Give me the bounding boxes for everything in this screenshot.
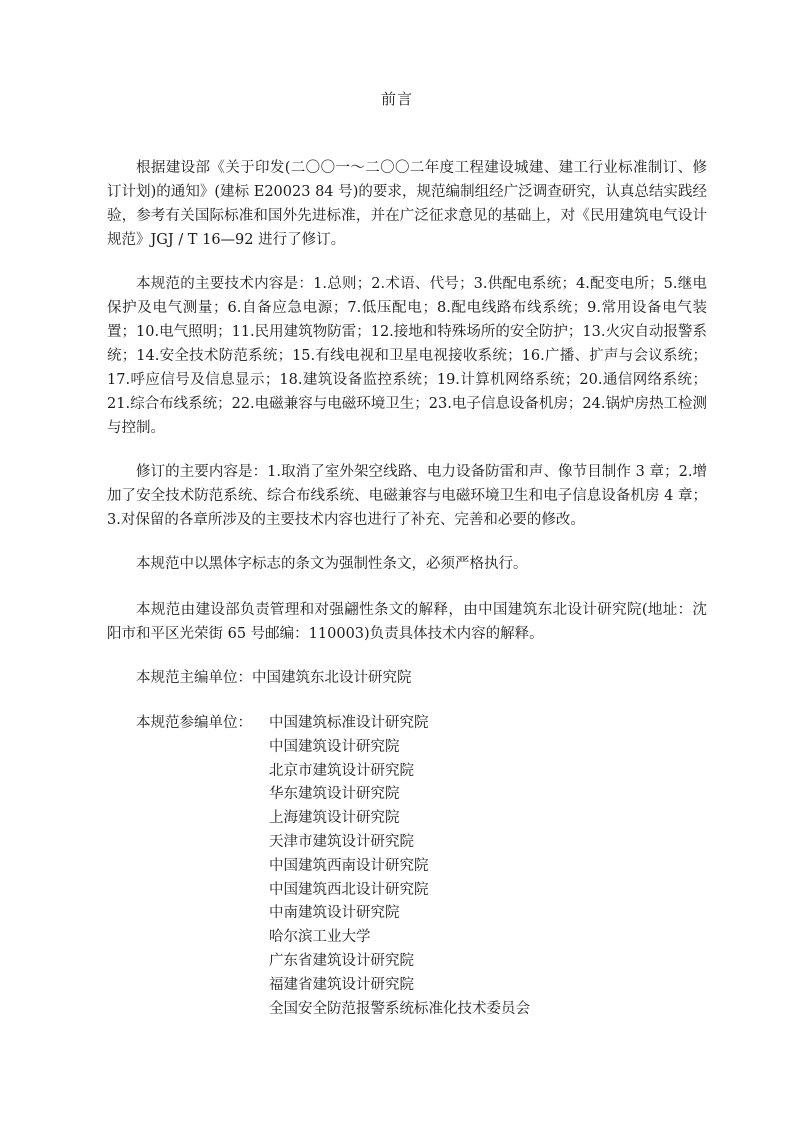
page-title: 前言 bbox=[380, 90, 413, 108]
paragraph-mandatory-clauses: 本规范中以黑体字标志的条文为强制性条文，必须严格执行。 bbox=[136, 556, 528, 572]
participant-item: 全国安全防范报警系统标准化技术委员会 bbox=[269, 1000, 530, 1017]
paragraph-revisions: 修订的主要内容是：1.取消了室外架空线路、电力设备防雷和声、像节目制作 3 章；2.增加了安全技术防范系统、综合布线系统、电磁兼容与电磁环境卫生和电子信息设备机房 4 章；3.对保留的各章所涉及的主要技术内容也进行了补充、完善和必要的修改。 bbox=[107, 464, 707, 528]
participants-label: 本规范参编单位： bbox=[136, 715, 252, 731]
paragraph-background: 根据建设部《关于印发(二〇〇一～二〇〇二年度工程建设城建、建工行业标准制订、修订计划)的通知》(建标 E20023 84 号)的要求，规范编制组经广泛调查研究，认真总结实践经验，参考有关国际标准和国外先进标准，并在广泛征求意见的基础上，对《民用建筑电气设计规范》JGJ / T 16—92 进行了修订。 bbox=[107, 160, 707, 248]
participant-item: 哈尔滨工业大学 bbox=[269, 929, 371, 946]
participants-list bbox=[269, 712, 599, 1021]
participant-item: 天津市建筑设计研究院 bbox=[269, 833, 414, 850]
paragraph-main-content: 本规范的主要技术内容是：1.总则；2.术语、代号；3.供配电系统；4.配变电所；5.继电保护及电气测量；6.自备应急电源；7.低压配电；8.配电线路布线系统；9.常用设备电气装置；10.电气照明；11.民用建筑物防雷；12.接地和特殊场所的安全防护；13.火灾自动报警系统；14.安全技术防范系统；15.有线电视和卫星电视接收系统；16.广播、扩声与会议系统；17.呼应信号及信息显示；18.建筑设备监控系统；19.计算机网络系统；20.通信网络系统；21.综合布线系统；22.电磁兼容与电磁环境卫生；23.电子信息设备机房；24.锅炉房热工检测与控制。 bbox=[107, 276, 707, 436]
participant-item: 北京市建筑设计研究院 bbox=[269, 762, 414, 779]
participant-item: 中南建筑设计研究院 bbox=[269, 905, 400, 922]
participant-item: 华东建筑设计研究院 bbox=[269, 786, 400, 803]
chief-editor-unit: 本规范主编单位：中国建筑东北设计研究院 bbox=[136, 670, 412, 686]
participant-item: 广东省建筑设计研究院 bbox=[269, 952, 414, 969]
participant-item: 中国建筑西南设计研究院 bbox=[269, 857, 429, 874]
participant-item: 中国建筑西北设计研究院 bbox=[269, 881, 429, 898]
participant-item: 上海建筑设计研究院 bbox=[269, 810, 400, 827]
participant-item: 中国建筑设计研究院 bbox=[269, 738, 400, 755]
participant-item: 福建省建筑设计研究院 bbox=[269, 976, 414, 993]
paragraph-interpretation: 本规范由建设部负责管理和对强翩性条文的解释，由中国建筑东北设计研究院(地址：沈阳市和平区光荣街 65 号邮编：110003)负责具体技术内容的解释。 bbox=[107, 602, 707, 642]
participant-item: 中国建筑标准设计研究院 bbox=[269, 715, 429, 731]
